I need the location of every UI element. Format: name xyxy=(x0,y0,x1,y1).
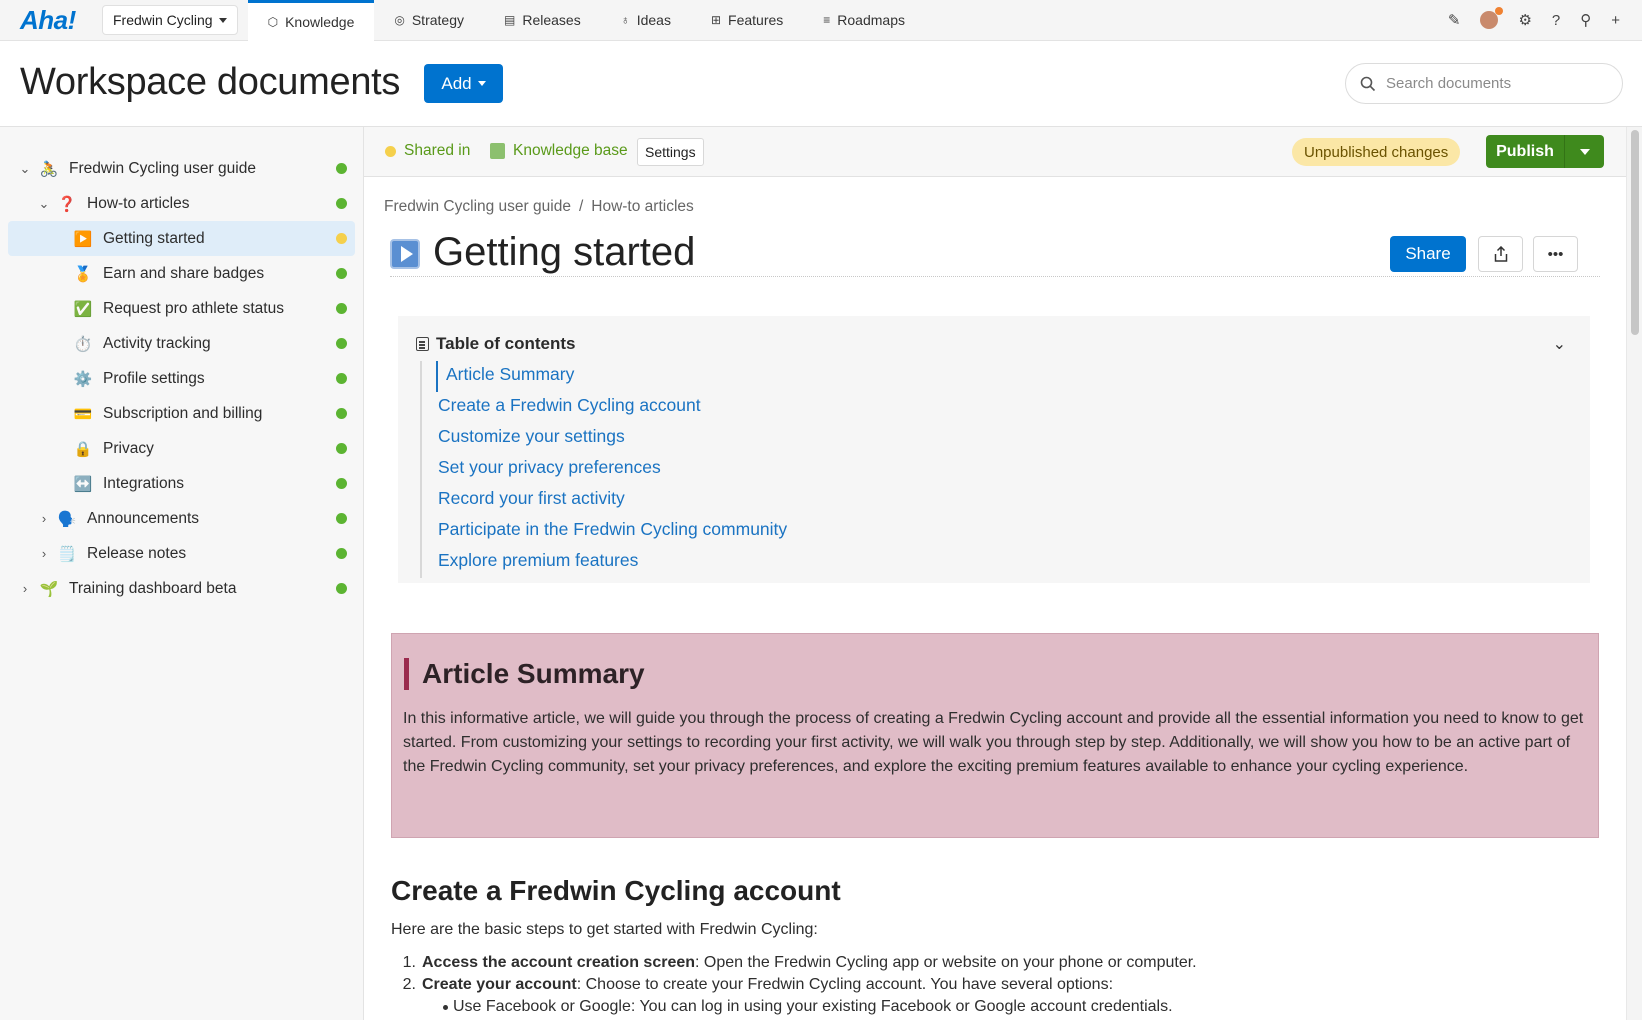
step-title: Create your account xyxy=(422,976,577,993)
caret-down-icon xyxy=(219,18,227,23)
page-header xyxy=(0,41,1642,127)
caret-down-icon xyxy=(1580,149,1590,155)
add-button[interactable] xyxy=(424,64,503,103)
tree-item-label: Request pro athlete status xyxy=(103,299,284,317)
shared-in-indicator xyxy=(385,142,470,160)
status-dot xyxy=(336,548,347,559)
medal-icon: 🏅 xyxy=(73,265,93,283)
tree-item-label: Privacy xyxy=(103,439,154,457)
tree-item-how-to-articles[interactable] xyxy=(8,186,355,221)
calendar-icon: ▤ xyxy=(503,13,516,27)
notepad-icon: 🗒️ xyxy=(57,545,77,563)
play-icon: ▶️ xyxy=(73,230,93,248)
settings-button[interactable]: Settings xyxy=(637,138,704,166)
tree-item-pro-athlete[interactable] xyxy=(8,291,355,326)
tab-label: Releases xyxy=(522,12,581,28)
lightbulb-icon: ♁ xyxy=(620,13,630,27)
tree-item-privacy[interactable] xyxy=(8,431,355,466)
publish-label[interactable]: Publish xyxy=(1496,142,1554,160)
chevron-down-icon[interactable]: ⌄ xyxy=(19,160,31,176)
knowledge-base-label: Knowledge base xyxy=(513,142,628,159)
status-dot xyxy=(336,478,347,489)
list-number: 2. xyxy=(402,976,416,993)
unpublished-changes-badge[interactable]: Unpublished changes xyxy=(1292,138,1460,166)
tab-label: Strategy xyxy=(411,12,464,28)
scrollbar[interactable] xyxy=(1626,127,1642,1020)
tab-label: Features xyxy=(728,12,784,28)
tab-features[interactable] xyxy=(691,0,803,41)
tree-item-label: Training dashboard beta xyxy=(69,579,237,597)
tree-item-label: Release notes xyxy=(87,544,187,562)
tab-releases[interactable] xyxy=(484,0,601,41)
grid-icon: ⊞ xyxy=(710,13,722,27)
chevron-down-icon[interactable]: ⌄ xyxy=(38,195,50,211)
caret-down-icon xyxy=(478,81,486,86)
knowledge-icon: ⬡ xyxy=(267,15,279,29)
workspace-name: Fredwin Cycling xyxy=(113,12,213,28)
tree-item-label: Profile settings xyxy=(103,369,205,387)
toc-link[interactable]: Create a Fredwin Cycling account xyxy=(438,395,701,415)
tab-label: Knowledge xyxy=(285,14,355,30)
breadcrumb-item[interactable]: How-to articles xyxy=(591,198,694,215)
toc-header xyxy=(416,334,575,354)
pencil-icon[interactable]: ✎ xyxy=(1447,12,1461,29)
gear-icon[interactable]: ⚙ xyxy=(1518,12,1532,29)
tab-label: Roadmaps xyxy=(837,12,905,28)
document-tree-sidebar xyxy=(0,127,364,1020)
document-main xyxy=(364,127,1626,1020)
tree-item-label: Getting started xyxy=(103,229,205,247)
knowledge-base-link[interactable] xyxy=(490,142,628,160)
main-nav-tabs xyxy=(248,0,925,41)
search-documents xyxy=(1345,63,1623,104)
toc-link[interactable]: Explore premium features xyxy=(438,550,639,570)
toc-link[interactable]: Article Summary xyxy=(436,361,787,392)
breadcrumb xyxy=(384,198,694,216)
arrows-icon: ↔️ xyxy=(73,475,93,493)
status-dot xyxy=(385,146,396,157)
status-dot xyxy=(336,163,347,174)
question-icon: ❓ xyxy=(57,195,77,213)
status-dot xyxy=(336,338,347,349)
publish-menu-toggle[interactable] xyxy=(1564,135,1604,168)
ellipsis-icon: ••• xyxy=(1547,245,1564,263)
tab-knowledge[interactable] xyxy=(248,0,375,42)
status-dot xyxy=(336,198,347,209)
status-dot xyxy=(336,303,347,314)
lock-icon: 🔒 xyxy=(73,440,93,458)
document-status-bar xyxy=(364,127,1626,177)
roadmap-icon: ≡ xyxy=(823,13,831,27)
status-dot xyxy=(336,408,347,419)
list-item xyxy=(391,952,1197,974)
document-icon xyxy=(416,337,429,351)
chevron-right-icon[interactable]: › xyxy=(41,511,47,526)
status-dot xyxy=(336,268,347,279)
tree-item-label: Earn and share badges xyxy=(103,264,265,282)
scrollbar-thumb[interactable] xyxy=(1631,130,1639,335)
tree-item-label: Integrations xyxy=(103,474,184,492)
play-icon[interactable] xyxy=(390,239,420,269)
shared-in-label: Shared in xyxy=(404,142,471,159)
checkmark-icon: ✅ xyxy=(73,300,93,318)
book-icon xyxy=(490,143,505,159)
plus-icon[interactable]: + xyxy=(1611,11,1620,29)
tree-item-profile-settings[interactable] xyxy=(8,361,355,396)
list-item xyxy=(391,974,1197,996)
target-icon: ◎ xyxy=(394,13,405,27)
document-title-row xyxy=(390,230,1600,277)
cyclist-icon: 🚴 xyxy=(39,160,59,178)
stopwatch-icon: ⏱️ xyxy=(73,335,93,353)
export-button[interactable] xyxy=(1478,236,1523,272)
notification-dot xyxy=(1495,7,1503,15)
toc-title: Table of contents xyxy=(436,334,576,353)
tree-item-getting-started[interactable] xyxy=(8,221,355,256)
tree-item-user-guide[interactable] xyxy=(8,151,355,186)
status-dot xyxy=(336,233,347,244)
status-dot xyxy=(336,583,347,594)
tree-item-label: Activity tracking xyxy=(103,334,211,352)
toc-link[interactable]: Record your first activity xyxy=(438,488,625,508)
tab-label: Ideas xyxy=(636,12,671,28)
list-number: 1. xyxy=(402,954,416,971)
avatar[interactable] xyxy=(1480,11,1498,29)
speaking-head-icon: 🗣️ xyxy=(57,510,77,528)
export-icon xyxy=(1494,246,1508,262)
sub-list-item: Use Facebook or Google: You can log in using your existing Facebook or Google account credentials. xyxy=(391,996,1197,1018)
tree-item-release-notes[interactable] xyxy=(8,536,355,571)
step-title: Access the account creation screen xyxy=(422,954,696,971)
tree-item-subscription[interactable] xyxy=(8,396,355,431)
document-title[interactable]: Getting started xyxy=(433,230,696,274)
breadcrumb-item[interactable]: Fredwin Cycling user guide xyxy=(384,198,571,215)
chevron-down-icon[interactable]: ⌄ xyxy=(1552,336,1566,353)
toc-link[interactable]: Customize your settings xyxy=(438,426,625,446)
tab-roadmaps[interactable] xyxy=(803,0,925,41)
tree-item-label: Fredwin Cycling user guide xyxy=(69,159,256,177)
document-content xyxy=(364,178,1626,1020)
tree-item-label: Subscription and billing xyxy=(103,404,263,422)
seedling-icon: 🌱 xyxy=(39,580,59,598)
tab-ideas[interactable] xyxy=(601,0,691,41)
chevron-right-icon[interactable]: › xyxy=(22,581,28,596)
search-icon xyxy=(1360,76,1376,92)
credit-card-icon: 💳 xyxy=(73,405,93,423)
help-icon[interactable]: ? xyxy=(1551,11,1561,29)
toc-link[interactable]: Participate in the Fredwin Cycling community xyxy=(438,519,788,539)
table-of-contents xyxy=(398,316,1590,583)
more-options-button[interactable] xyxy=(1533,236,1578,272)
section-heading: Create a Fredwin Cycling account xyxy=(391,875,841,906)
aha-logo[interactable]: Aha! xyxy=(20,4,76,35)
tree-item-earn-badges[interactable] xyxy=(8,256,355,291)
article-summary-block xyxy=(391,633,1599,838)
search-icon[interactable]: ⚲ xyxy=(1580,12,1592,29)
publish-button[interactable] xyxy=(1486,135,1604,168)
tree-item-label: How-to articles xyxy=(87,194,190,212)
tab-strategy[interactable] xyxy=(374,0,484,41)
gear-icon: ⚙️ xyxy=(73,370,93,388)
step-text: : Choose to create your Fredwin Cycling account. You have several options: xyxy=(576,976,1114,993)
status-dot xyxy=(336,373,347,384)
tree-item-integrations[interactable] xyxy=(8,466,355,501)
search-input[interactable] xyxy=(1386,75,1606,92)
top-actions xyxy=(1448,11,1620,29)
tree-item-training-dashboard[interactable] xyxy=(8,571,355,606)
status-dot xyxy=(336,443,347,454)
step-text: : Open the Fredwin Cycling app or website on your phone or computer. xyxy=(695,954,1197,971)
toc-list xyxy=(420,361,787,578)
summary-heading: Article Summary xyxy=(404,658,645,690)
steps-list xyxy=(391,952,1197,1018)
top-nav-bar xyxy=(0,0,1642,41)
tree-item-label: Announcements xyxy=(87,509,200,527)
chevron-right-icon[interactable]: › xyxy=(41,546,47,561)
tree-item-announcements[interactable] xyxy=(8,501,355,536)
workspace-selector[interactable] xyxy=(102,5,238,35)
toc-link[interactable]: Set your privacy preferences xyxy=(438,457,661,477)
status-dot xyxy=(336,513,347,524)
summary-text: In this informative article, we will guide you through the process of creating a Fredwin Cycling account and provide all the essential information you need to know to get started. From customizing your settings to recording your first activity, we will walk you through step by step. Additionally, we will show you how to be an active part of the Fredwin Cycling community, set your privacy preferences, and explore the exciting premium features available to enhance your cycling experience. xyxy=(403,710,1584,775)
share-button[interactable]: Share xyxy=(1390,236,1466,272)
breadcrumb-separator: / xyxy=(578,198,584,215)
tree-item-activity-tracking[interactable] xyxy=(8,326,355,361)
section-intro: Here are the basic steps to get started with Fredwin Cycling: xyxy=(391,921,818,938)
page-title: Workspace documents xyxy=(20,61,401,103)
add-button-label: Add xyxy=(441,73,472,93)
